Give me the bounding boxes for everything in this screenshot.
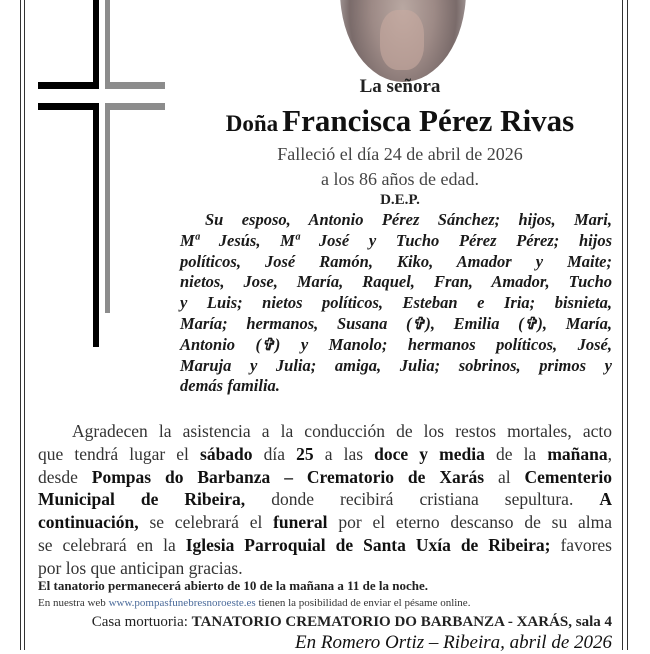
text-segment: de la (484, 443, 548, 464)
service-line (38, 535, 612, 556)
text-segment: donde recibirá cristiana sepultura. (245, 489, 600, 510)
title-prefix: Doña (225, 111, 279, 136)
name: Francisca Pérez Rivas (282, 103, 575, 138)
deceased-name (180, 103, 620, 139)
text-segment: favores (550, 535, 612, 555)
text-segment: se celebrará en la (38, 535, 186, 555)
text-segment: a las (313, 443, 375, 464)
service-line (72, 421, 612, 442)
family-line: demás familia. (180, 376, 280, 396)
service-line (38, 558, 243, 579)
text-segment: se celebrará el (138, 512, 274, 533)
highlight-text: mañana (547, 443, 608, 464)
highlight-text: funeral (273, 512, 328, 533)
dep: D.E.P. (380, 192, 420, 208)
service-line (38, 444, 612, 465)
highlight-text: Pompas do Barbanza – Crematorio de Xarás (91, 466, 485, 487)
family-line: y Luis; nietos políticos, Esteban e Iria; bisnieta, (180, 293, 612, 313)
death-date: Falleció el día 24 de abril de 2026 (277, 144, 523, 164)
highlight-text: sábado (200, 443, 253, 464)
family-line: María; hermanos, Susana (✞), Emilia (✞), María, (180, 314, 612, 333)
family-line: Su esposo, Antonio Pérez Sánchez; hijos, Mari, (205, 210, 612, 229)
highlight-text: Iglesia Parroquial de Santa Uxía de Ribeira; (185, 535, 551, 555)
family-line: Mª Jesús, Mª José y Tucho Pérez Pérez; hijos (180, 230, 612, 250)
web-suffix: tienen la posibilidad de enviar el pésame online. (255, 597, 471, 609)
web-prefix: En nuestra web (38, 597, 109, 609)
text-segment: día (252, 443, 297, 464)
highlight-text: Municipal de Ribeira, (38, 489, 246, 510)
service-line (38, 512, 612, 533)
service-line (38, 489, 612, 510)
age: a los 86 años de edad. (321, 169, 479, 189)
text-segment: desde (38, 466, 92, 487)
casa-mortuoria (92, 614, 612, 631)
highlight-text: continuación, (38, 512, 139, 533)
border-right-inner (622, 0, 623, 650)
highlight-text: Cementerio (524, 466, 612, 487)
family-line: nietos, Jose, María, Raquel, Fran, Amador, Tucho (180, 272, 612, 292)
highlight-text: doce y media (374, 443, 485, 464)
family-line: Antonio (✞) y Manolo; hermanos políticos, José, (180, 334, 612, 354)
text-segment: al (484, 466, 525, 487)
text-segment: por el eterno descanso de su alma (327, 512, 612, 533)
text-segment: Agradecen la asistencia a la conducción de los restos mortales, acto (72, 421, 612, 441)
text-segment: que tendrá lugar el (38, 443, 201, 464)
text-segment: , (607, 443, 612, 464)
highlight-text: 25 (296, 443, 314, 464)
service-line (38, 467, 612, 488)
border-left-outer (20, 0, 21, 650)
border-left-inner (24, 0, 25, 650)
web-note (38, 597, 470, 609)
family-line: Maruja y Julia; amiga, Julia; sobrinos, primos y (180, 355, 612, 375)
portrait-photo (340, 0, 466, 82)
text-segment: por los que anticipan gracias. (38, 557, 243, 578)
casa-label: Casa mortuoria: (91, 614, 192, 630)
border-right-outer (627, 0, 628, 650)
tanatorio-hours: El tanatorio permanecerá abierto de 10 de la mañana a 11 de la noche. (38, 578, 428, 593)
place-date: En Romero Ortiz – Ribeira, abril de 2026 (295, 632, 612, 653)
highlight-text: A (599, 489, 612, 510)
casa-value: TANATORIO CREMATORIO DO BARBANZA - XARÁS, sala 4 (191, 614, 612, 630)
intro-text: La señora (359, 76, 441, 97)
family-line: políticos, José Ramón, Kiko, Amador y Maite; (180, 251, 612, 271)
web-link[interactable]: www.pompasfunebresnoroeste.es (108, 597, 256, 609)
